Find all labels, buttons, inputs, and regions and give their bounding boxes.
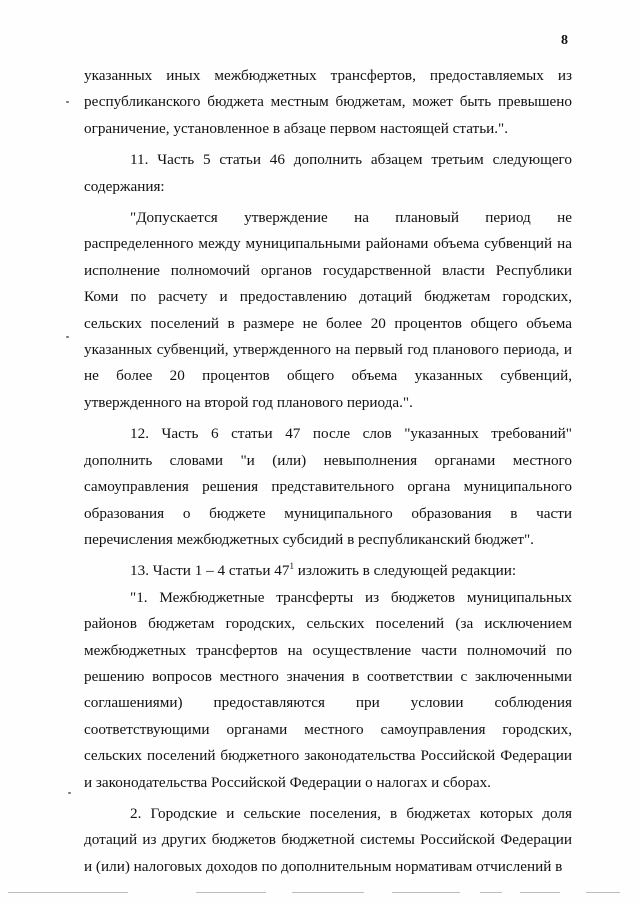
page-number: 8 — [561, 33, 568, 48]
item-13-text-before: 13. Части 1 – 4 статьи 47 — [130, 562, 290, 580]
scan-dot — [66, 101, 69, 103]
scan-bottom-line — [292, 892, 364, 893]
scan-bottom-line — [196, 892, 266, 893]
paragraph-quote-subventions: "Допускается утверждение на плановый период не распределенного между муниципальными районами объема субвенций на исполнение полномочий органов государственной власти Республики Коми по расчету и предоставлению дотаций бюджетам городских, сельских поселений в размере не более 20 процентов общего объема указанных субвенций, утвержденного на первый год планового периода, и не более 20 процентов общего объема указанных субвенций, утвержденного на второй год планового периода.". — [84, 209, 572, 411]
item-13-superscript: 1 — [289, 561, 294, 572]
scan-bottom-line — [392, 892, 460, 893]
paragraph-point-2: 2. Городские и сельские поселения, в бюджетах которых доля дотаций из других бюджетов бюджетной системы Российской Федерации и (или) налоговых доходов по дополнительным нормативам отчислений в — [84, 804, 572, 875]
paragraph-item-12: 12. Часть 6 статьи 47 после слов "указанных требований" дополнить словами "и (или) невыполнения органами местного самоуправления решения представительного органа муниципального образования о бюджете муниципального образования в части перечисления межбюджетных субсидий в республиканский бюджет". — [84, 425, 572, 548]
scan-bottom-line — [480, 892, 502, 893]
paragraph-item-11: 11. Часть 5 статьи 46 дополнить абзацем третьим следующего содержания: — [84, 151, 572, 195]
scan-bottom-line — [520, 892, 560, 893]
scan-dot — [68, 792, 71, 794]
scan-dot — [66, 336, 69, 338]
paragraph-continuation: указанных иных межбюджетных трансфертов, предоставляемых из республиканского бюджета местным бюджетам, может быть превышено ограничение, установленное в абзаце первом настоящей статьи.". — [84, 67, 572, 137]
scan-bottom-line — [586, 892, 620, 893]
item-13-text-after: изложить в следующей редакции: — [293, 562, 517, 580]
document-body — [84, 63, 572, 880]
paragraph-quote-transfers: "1. Межбюджетные трансферты из бюджетов муниципальных районов бюджетам городских, сельских поселений (за исключением межбюджетных трансфертов на осуществление части полномочий по решению вопросов местного значения в соответствии с заключенными соглашениями) предоставляются при условии соблюдения соответствующими органами местного самоуправления городских, сельских поселений бюджетного законодательства Российской Федерации и законодательства Российской Федерации о налогах и сборах. — [84, 588, 572, 791]
paragraph-item-13 — [84, 558, 572, 584]
scan-bottom-line — [8, 892, 128, 893]
